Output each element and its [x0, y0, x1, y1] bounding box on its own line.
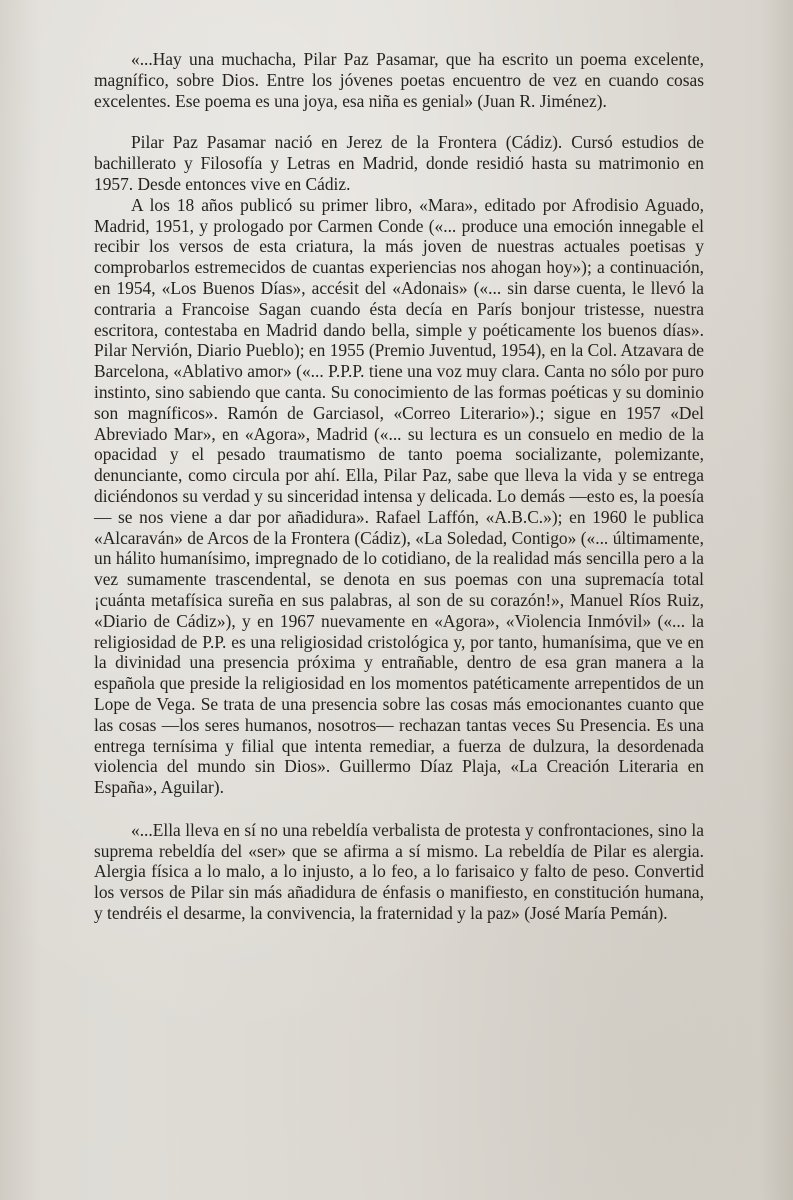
- page-text: [94, 49, 704, 924]
- publications-paragraph: A los 18 años publicó su primer libro, «Mara», editado por Afrodisio Aguado, Madrid, 1951, y prologado por Carmen Conde («... produce una emoción innegable el recibir los versos de esta criatura, la más joven de nuestras actuales poetisas y comprobarlos estremecidos de cuantas experiencias nos ahogan hoy»); a continuación, en 1954, «Los Buenos Días», accésit del «Adonais» («... sin darse cuenta, le llevó la contraria a Francoise Sagan cuando ésta decía en París bonjour tristesse, nuestra escritora, contestaba en Madrid dando bella, simple y poéticamente los buenos días». Pilar Nervión, Diario Pueblo); en 1955 (Premio Juventud, 1954), en la Col. Atzavara de Barcelona, «Ablativo amor» («... P.P.P. tiene una voz muy clara. Canta no sólo por puro instinto, sino sabiendo que canta. Su conocimiento de las formas poéticas y su dominio son magníficos». Ramón de Garciasol, «Correo Literario»).; sigue en 1957 «Del Abreviado Mar», en «Agora», Madrid («... su lectura es un consuelo en medio de la opacidad y el pesado traumatismo de tanto poema socializante, polemizante, denunciante, como circula por ahí. Ella, Pilar Paz, sabe que lleva la vida y se entrega diciéndonos su verdad y su sinceridad intensa y delicada. Lo demás —esto es, la poesía— se nos viene a dar por añadidura». Rafael Laffón, «A.B.C.»); en 1960 le publica «Alcaraván» de Arcos de la Frontera (Cádiz), «La Soledad, Contigo» («... últimamente, un hálito humanísimo, impregnado de lo cotidiano, de la realidad más sencilla pero a la vez sumamente trascendental, se denota en sus poemas con una supremacía total ¡cuánta metafísica sureña en sus palabras, al son de su corazón!», Manuel Ríos Ruiz, «Diario de Cádiz»), y en 1967 nuevamente en «Agora», «Violencia Inmóvil» («... la religiosidad de P.P. es una religiosidad cristológica y, por tanto, humanísima, que ve en la divinidad una presencia próxima y entrañable, dentro de esa gran manera a la española que preside la religiosidad en los momentos patéticamente arrepentidos de un Lope de Vega. Se trata de una presencia sobre las cosas más emocionantes cuanto que las cosas —los seres humanos, nosotros— rechazan tantas veces Su Presencia. Es una entrega ternísima y filial que intenta remediar, a fuerza de dulzura, la desordenada violencia del mundo sin Dios». Guillermo Díaz Plaja, «La Creación Literaria en España», Aguilar).: [94, 194, 704, 798]
- biography-paragraph: Pilar Paz Pasamar nació en Jerez de la Frontera (Cádiz). Cursó estudios de bachillerato y Filosofía y Letras en Madrid, donde residió hasta su matrimonio en 1957. Desde entonces vive en Cádiz.: [94, 132, 704, 194]
- quote-jose-maria-peman: «...Ella lleva en sí no una rebeldía verbalista de protesta y confrontaciones, sino la suprema rebeldía del «ser» que se afirma a sí mismo. La rebeldía de Pilar es alergia. Alergia física a lo malo, a lo injusto, a lo feo, a lo farisaico y falto de peso. Convertid los versos de Pilar sin más añadidura de énfasis o manifiesto, en constitución humana, y tendréis el desarme, la convivencia, la fraternidad y la paz» (José María Pemán).: [94, 819, 704, 924]
- quote-juan-ramon-jimenez: «...Hay una muchacha, Pilar Paz Pasamar, que ha escrito un poema excelente, magnífico, sobre Dios. Entre los jóvenes poetas encuentro de vez en cuando cosas excelentes. Ese poema es una joya, esa niña es genial» (Juan R. Jiménez).: [94, 49, 704, 111]
